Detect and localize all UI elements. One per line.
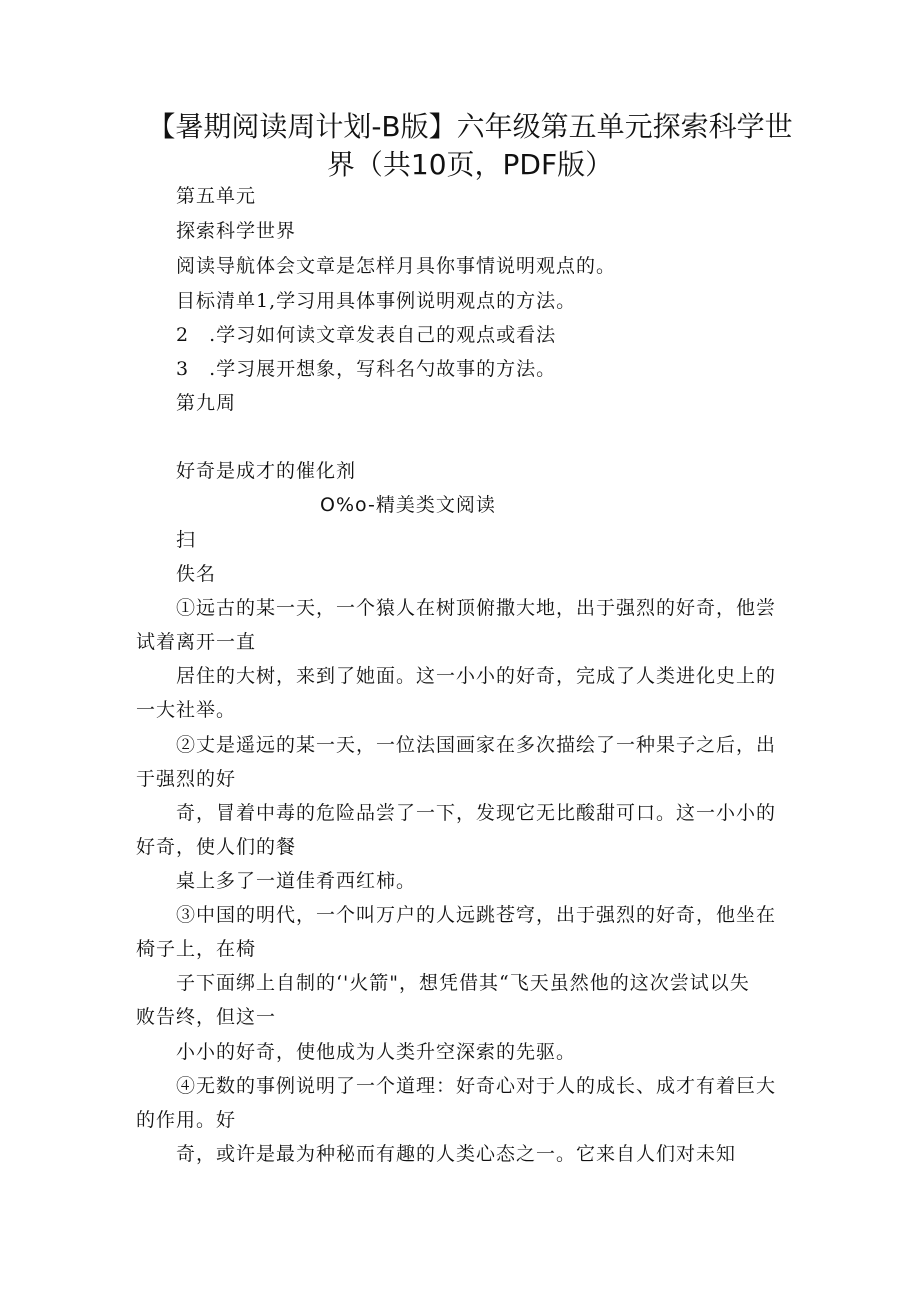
paragraph-line: 一大社举。 xyxy=(136,699,237,721)
paragraph-line: 败告终，但这一 xyxy=(136,1006,277,1028)
paragraph-line: 试着离开一直 xyxy=(136,631,257,653)
goal-3: 3 .学习展开想象，写科名勺故事的方法。 xyxy=(176,358,557,380)
goal-1: 目标清单1,学习用具体事例说明观点的方法。 xyxy=(176,290,577,312)
unit-label: 第五单元 xyxy=(176,185,257,207)
paragraph-line: ②丈是遥远的某一天，一位法国画家在多次描绘了一种果子之后，出 xyxy=(176,734,777,756)
reading-guide: 阅读导航体会文章是怎样月具你事情说明观点的。 xyxy=(176,255,617,277)
paragraph-line: 奇，或许是最为种秘而有趣的人类心态之一。它来自人们对未知 xyxy=(176,1143,737,1165)
document-title xyxy=(130,108,810,184)
paragraph-line: ③中国的明代，一个叫万户的人远跳苍穹，出于强烈的好奇，他坐在 xyxy=(176,904,777,926)
article-title: 好奇是成才的催化剂 xyxy=(176,460,357,482)
paragraph-line: ①远古的某一天，一个猿人在树顶俯撒大地，出于强烈的好奇，他尝 xyxy=(176,597,777,619)
paragraph-line: 小小的好奇，使他成为人类升空深索的先驱。 xyxy=(176,1041,577,1063)
paragraph-line: 好奇，使人们的餐 xyxy=(136,836,297,858)
paragraph-line: 居住的大树，来到了她面。这一小小的好奇，完成了人类进化史上的 xyxy=(176,665,777,687)
goal-2: 2 .学习如何读文章发表自己的观点或看法 xyxy=(176,324,557,346)
unit-theme: 探索科学世界 xyxy=(176,220,297,242)
paragraph-line: 于强烈的好 xyxy=(136,768,237,790)
paragraph-line: 椅子上，在椅 xyxy=(136,938,257,960)
title-line-1: 【暑期阅读周计划-B版】六年级第五单元探索科学世 xyxy=(147,110,793,143)
paragraph-line: 的作用。好 xyxy=(136,1109,237,1131)
scan-label: 扫 xyxy=(176,529,197,551)
paragraph-line: 桌上多了一道佳肴西红柿。 xyxy=(176,870,417,892)
paragraph-line: ④无数的事例说明了一个道理：好奇心对于人的成长、成才有着巨大 xyxy=(176,1075,777,1097)
title-line-2: 界（共10页，PDF版） xyxy=(326,148,614,181)
paragraph-line: 子下面绑上自制的‘'火箭"，想凭借其“飞天虽然他的这次尝试以失 xyxy=(176,972,750,994)
author: 佚名 xyxy=(176,563,217,585)
section-heading: O%o-精美类文阅读 xyxy=(320,494,496,516)
week-label: 第九周 xyxy=(176,392,237,414)
paragraph-line: 奇，冒着中毒的危险品尝了一下，发现它无比酸甜可口。这一小小的 xyxy=(176,802,777,824)
